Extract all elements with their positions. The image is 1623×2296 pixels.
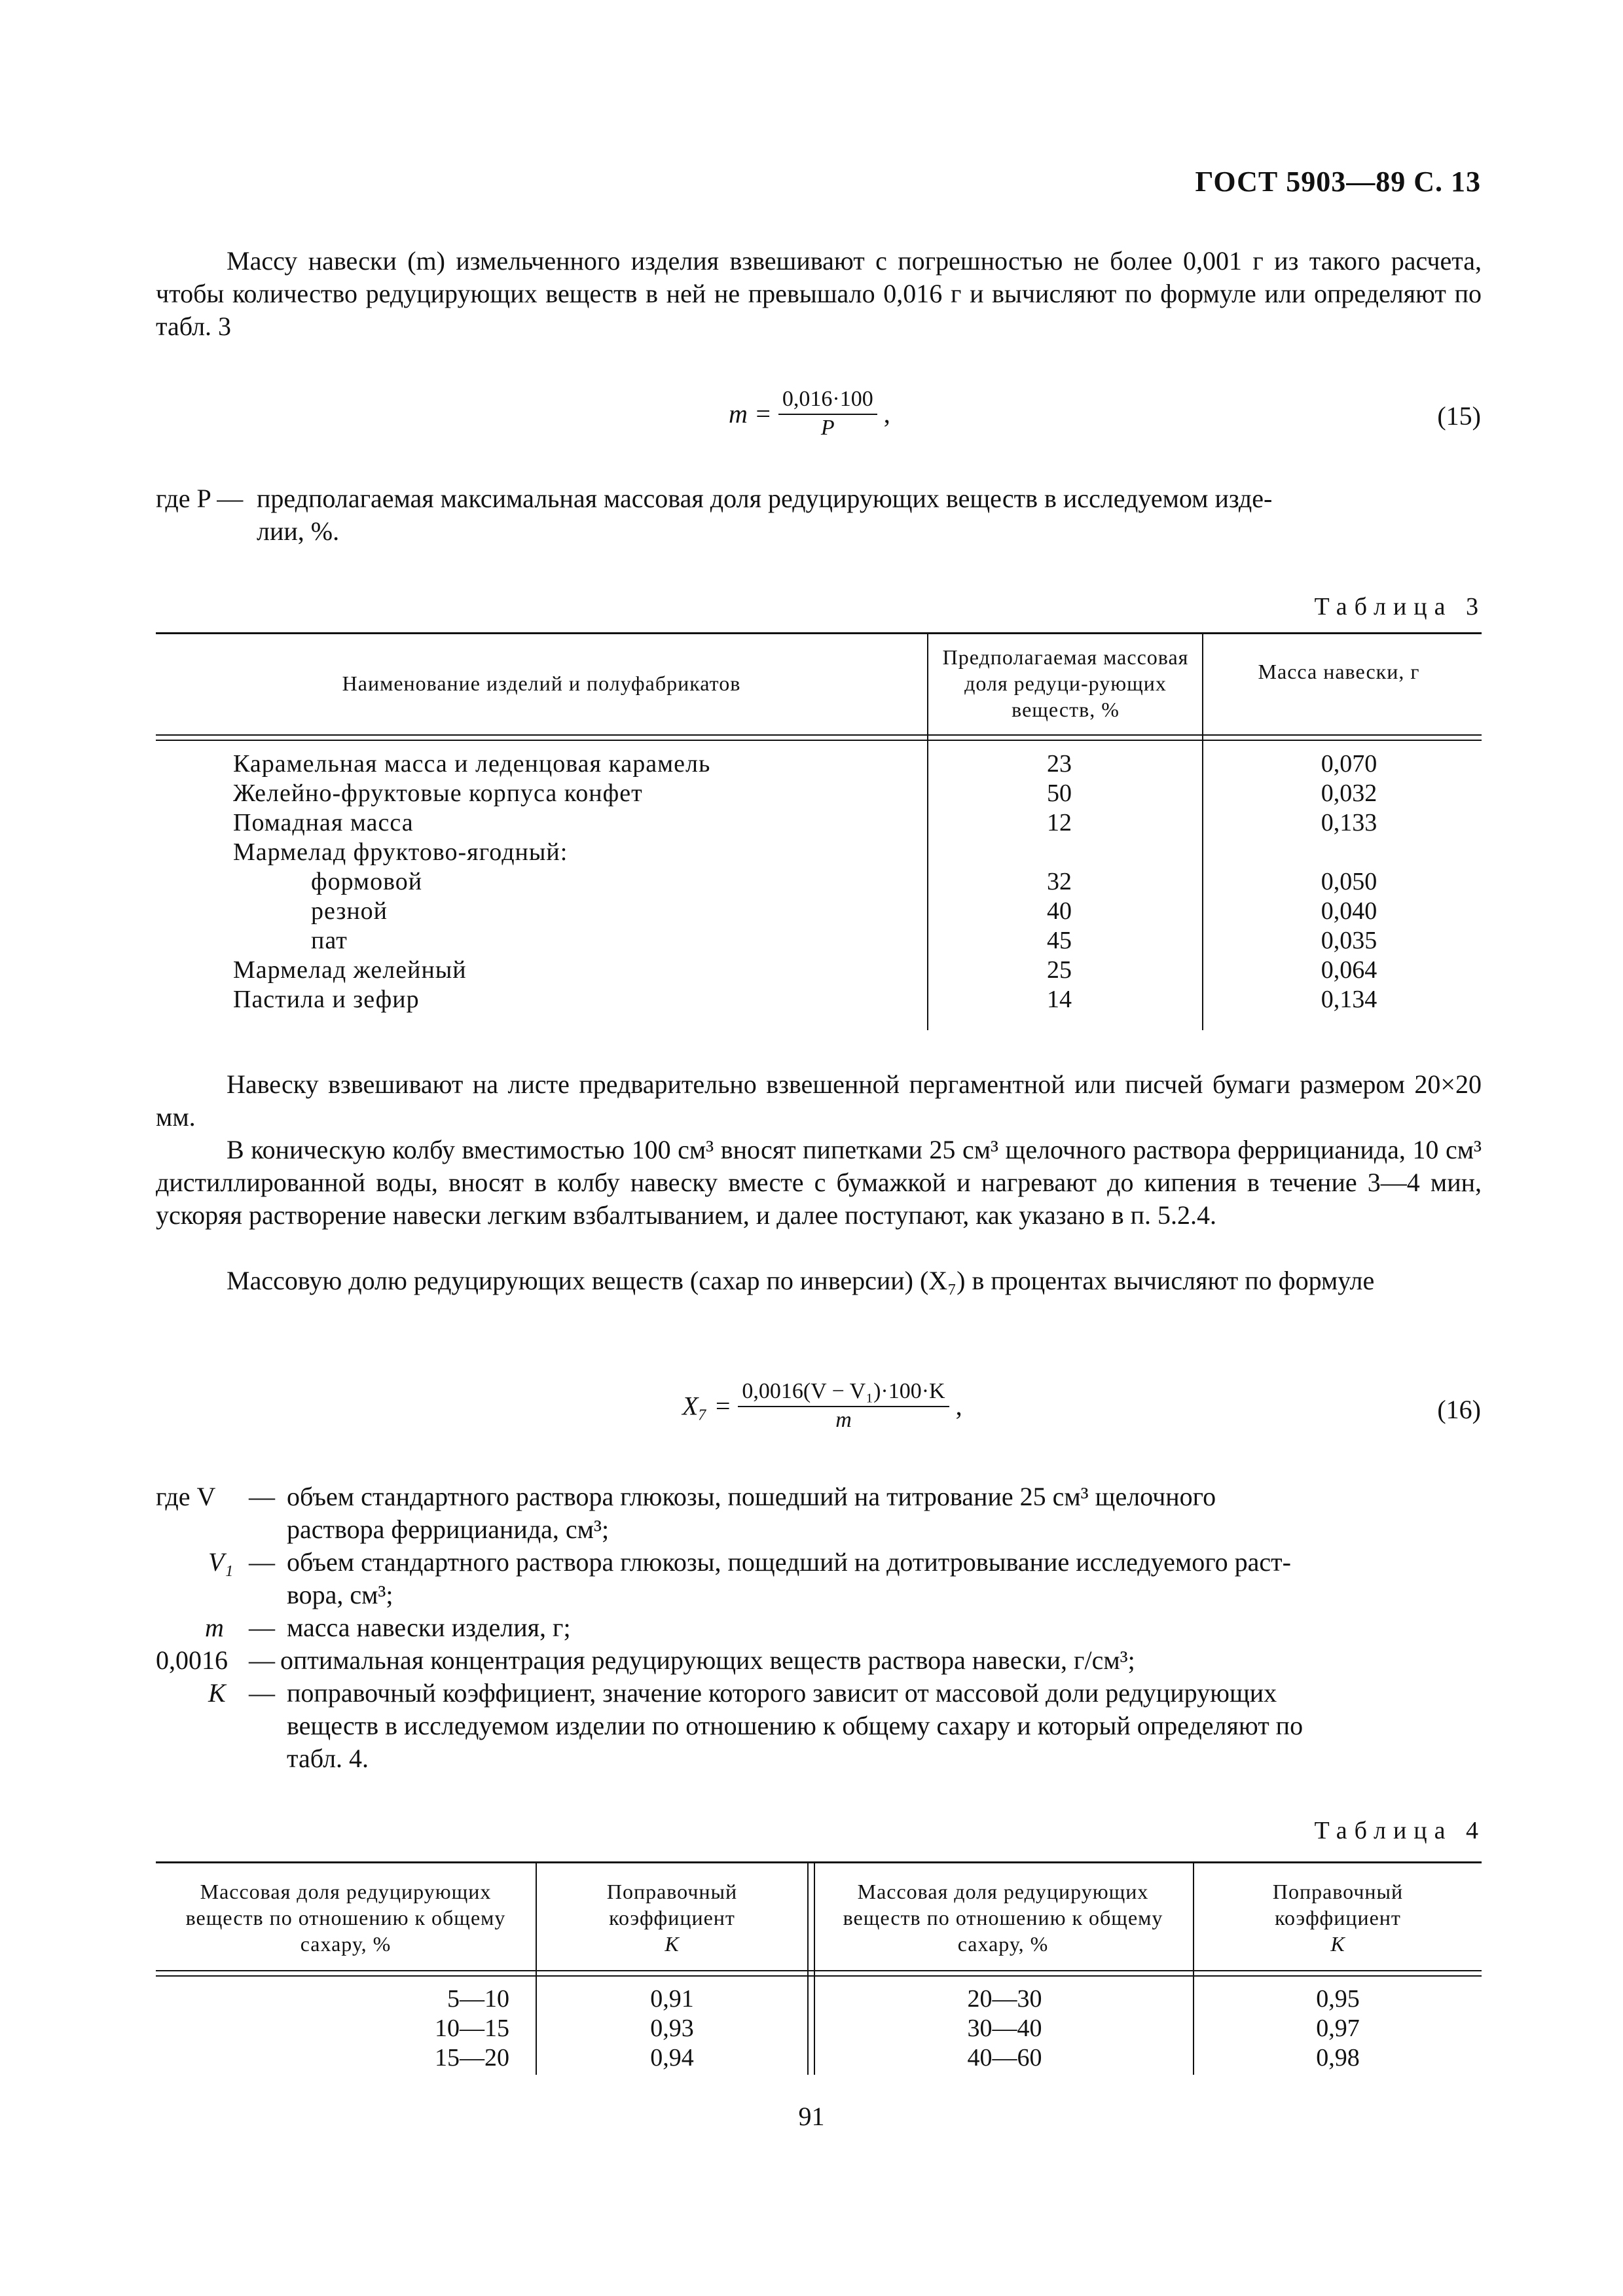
def-v-dash: — [249,1482,275,1511]
table-4-cell-k1: 0,94 [650,2044,694,2072]
table-3-cell-mass: 0,032 [1321,780,1377,807]
table-row [156,1984,1482,2014]
formula-15-fraction [778,386,877,441]
table-3-cell-name: формовой [311,868,423,895]
where-p-text: предполагаемая максимальная массовая доля редуцирующих веществ в исследуемом изде- [257,484,1273,513]
def-k-cont2: табл. 4. [287,1744,369,1773]
table-4-header-coef-1 [537,1878,807,1957]
table-3-cell-mass: 0,035 [1321,927,1377,954]
table-row [156,779,1482,808]
def-m-dash: — [249,1613,275,1642]
table-4-cell-range1: 10—15 [435,2015,509,2042]
def-k-text: поправочный коэффициент, значение которого зависит от массовой доли редуцирующих [287,1678,1277,1708]
formula-15 [729,386,890,445]
table-3-header-rule-2 [156,740,1482,741]
table-row [156,897,1482,926]
def-v1-text: объем стандартного раствора глюкозы, пощедший на дотитровывание исследуемого раст- [287,1547,1291,1577]
def-k-cont: веществ в исследуемом изделии по отношению к общему сахару и который определяют по [287,1711,1304,1740]
table-4-top-rule [156,1861,1482,1863]
table-4-cell-k2: 0,97 [1316,2015,1360,2042]
table-3-cell-mass: 0,070 [1321,750,1377,778]
def-c-symbol: 0,0016 [156,1645,228,1675]
formula-16-lhs: X₇ = [682,1391,732,1421]
formula-15-tail: , [883,399,890,429]
table-3-header-name: Наименование изделий и полуфабрикатов [342,672,741,695]
paragraph-weighing: Навеску взвешивают на листе предварительно взвешенной пергаментной или писчей бумаги размером 20×20 мм. [156,1069,1482,1132]
formula-16-tail: , [955,1391,962,1421]
page-header: ГОСТ 5903—89 С. 13 [1195,166,1481,198]
table-3-cell-share: 45 [1047,927,1072,954]
table-4-cell-k2: 0,98 [1316,2044,1360,2072]
table-row [156,867,1482,897]
table-3-cell-mass: 0,134 [1321,986,1377,1013]
def-v-symbol: где V [156,1482,216,1511]
table-4-cell-range1: 5—10 [447,1985,509,2013]
table-4-cell-k1: 0,93 [650,2015,694,2042]
table-4-body [156,1984,1482,2073]
where-p-lead: где P — [156,484,244,513]
table-row [156,808,1482,838]
formula-16-number: (16) [1437,1395,1481,1424]
formula-16-fraction [738,1378,949,1433]
table-3-body [156,749,1482,1014]
table-3-cell-mass: 0,064 [1321,956,1377,984]
def-m-symbol: m [205,1613,224,1642]
table-4-header-coef-1-symbol: K [665,1932,680,1956]
def-k-symbol: K [208,1678,226,1708]
table-3-header-mass: Масса навески, г [1258,660,1420,683]
formula-15-number: (15) [1437,401,1481,431]
table-4-header-rule-2 [156,1975,1482,1977]
table-3-cell-share: 32 [1047,868,1072,895]
table-4-caption: Таблица 4 [1314,1817,1486,1844]
table-4-header-rule [156,1970,1482,1971]
def-c-dash: — [249,1645,275,1675]
table-row [156,749,1482,779]
table-4-cell-k2: 0,95 [1316,1985,1360,2013]
table-3-cell-share: 12 [1047,809,1072,836]
table-4-header-coef-2 [1194,1878,1482,1957]
table-3-cell-name: Мармелад фруктово-ягодный: [233,838,568,866]
formula-16-numerator: 0,0016(V − V₁)·100·K [738,1378,949,1407]
table-3-cell-share: 14 [1047,986,1072,1013]
formula-15-numerator: 0,016·100 [778,386,877,415]
table-3-cell-name: Пастила и зефир [233,986,420,1013]
table-4-header-share-1: Массовая доля редуцирующих веществ по отношению к общему сахару, % [185,1880,506,1956]
def-m-text: масса навески изделия, г; [287,1613,571,1642]
table-4-cell-range2: 20—30 [967,1985,1042,2013]
page-number: 91 [798,2102,825,2131]
table-3-caption: Таблица 3 [1314,593,1486,620]
table-3-cell-name: Карамельная масса и леденцовая карамель [233,750,711,778]
table-row [156,985,1482,1014]
table-row [156,2014,1482,2043]
table-4-cell-range2: 30—40 [967,2015,1042,2042]
table-4-header-coef-1-label: Поправочный коэффициент [606,1880,738,1929]
table-3-cell-share: 50 [1047,780,1072,807]
table-3-cell-name: пат [311,927,348,954]
table-4-header-coef-2-symbol: K [1330,1932,1345,1956]
table-3-top-rule [156,632,1482,634]
def-v1-dash: — [249,1547,275,1577]
paragraph-mass-sample: Массу навески (m) измельченного изделия взвешивают с погрешностью не более 0,001 г из такого расчета, чтобы количество редуцирующих веществ в ней не превышало 0,016 г и вычисляют по формуле или определяют по табл. 3 [156,246,1482,341]
table-row [156,838,1482,867]
table-3-cell-mass: 0,040 [1321,897,1377,925]
table-3-cell-name: Помадная масса [233,809,414,836]
paragraph-calc-intro: Массовую долю редуцирующих веществ (сахар по инверсии) (X₇) в процентах вычисляют по формуле [227,1266,1375,1295]
formula-16 [682,1378,962,1437]
table-4-cell-range2: 40—60 [967,2044,1042,2072]
def-v1-cont: вора, см³; [287,1580,393,1609]
table-3-cell-name: Мармелад желейный [233,956,467,984]
table-4-cell-range1: 15—20 [435,2044,509,2072]
def-k-dash: — [249,1678,275,1708]
table-3-header-rule [156,734,1482,736]
formula-15-lhs: m = [729,399,772,429]
table-4-header-coef-2-label: Поправочный коэффициент [1272,1880,1404,1929]
table-3-cell-share: 40 [1047,897,1072,925]
def-v-text: объем стандартного раствора глюкозы, пошедший на титрование 25 см³ щелочного [287,1482,1216,1511]
where-p-cont: лии, %. [257,516,340,546]
table-row [156,956,1482,985]
table-3-cell-mass: 0,133 [1321,809,1377,836]
paragraph-procedure: В коническую колбу вместимостью 100 см³ вносят пипетками 25 см³ щелочного раствора феррицианида, 10 см³ дистиллированной воды, вносят в колбу навеску вместе с бумажкой и нагревают до кипения в течение 3—4 мин, ускоряя растворение навески легким взбалтыванием, и далее поступают, как указано в п. 5.2.4. [156,1135,1482,1230]
formula-15-denominator: P [820,416,835,440]
table-4-cell-k1: 0,91 [650,1985,694,2013]
table-3-cell-name: Желейно-фруктовые корпуса конфет [233,780,643,807]
table-4-header-share-2: Массовая доля редуцирующих веществ по отношению к общему сахару, % [843,1880,1163,1956]
table-3-cell-name: резной [311,897,388,925]
formula-16-denominator: m [835,1408,852,1432]
table-3-cell-share: 23 [1047,750,1072,778]
def-v1-symbol: V₁ [208,1547,234,1577]
table-3-cell-share: 25 [1047,956,1072,984]
table-row [156,2043,1482,2073]
table-row [156,926,1482,956]
def-v-cont: раствора феррицианида, см³; [287,1515,610,1544]
table-3-header-share: Предполагаемая массовая доля редуци-рующих веществ, % [942,645,1189,721]
table-3-cell-mass: 0,050 [1321,868,1377,895]
def-c-text: оптимальная концентрация редуцирующих веществ раствора навески, г/см³; [280,1645,1135,1675]
